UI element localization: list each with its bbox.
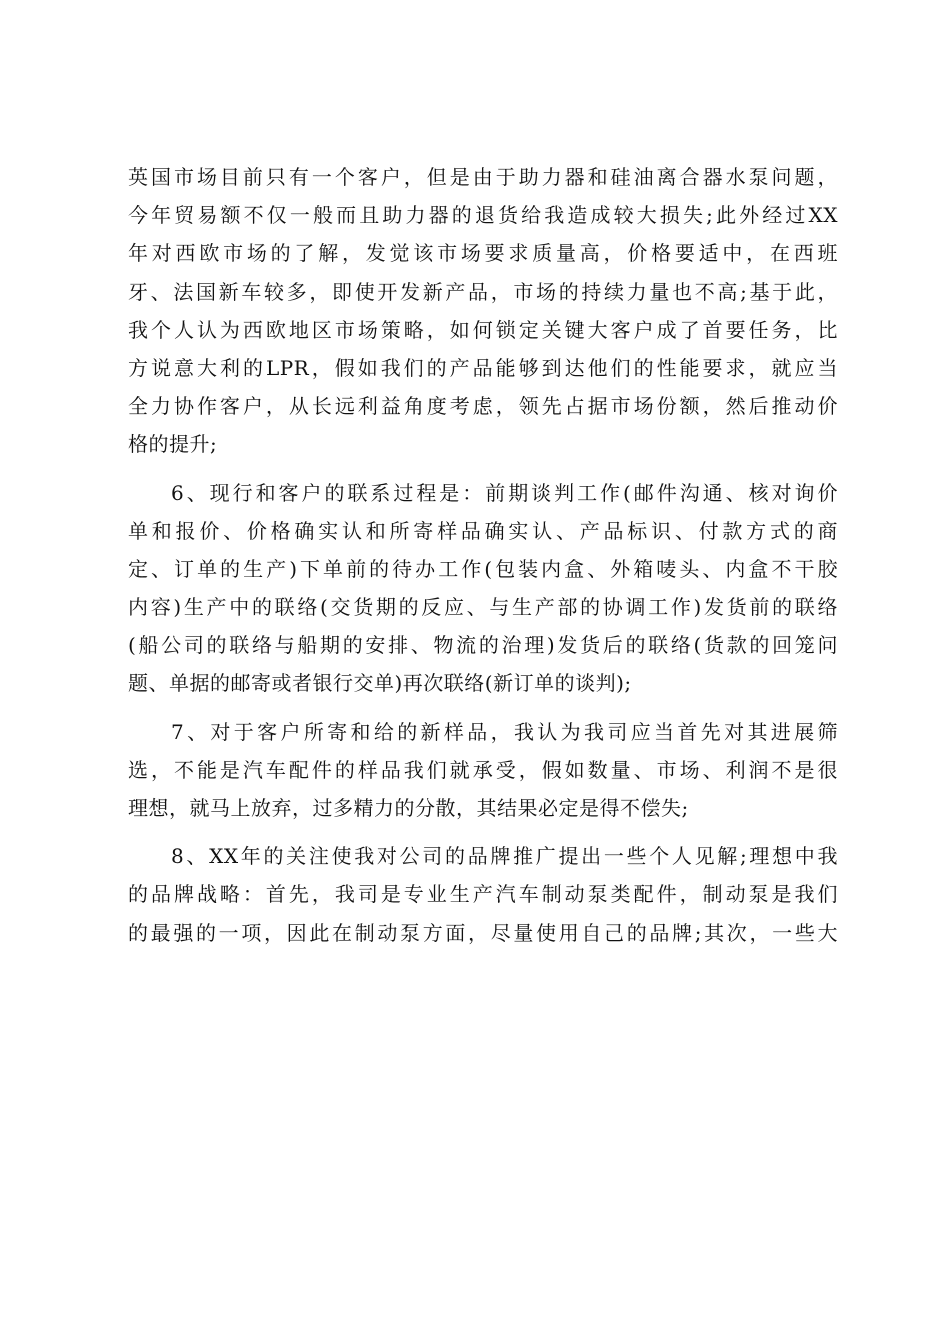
- text-line: 我个人认为西欧地区市场策略，如何锁定关键大客户成了首要任务，比: [128, 317, 838, 342]
- text-line: 全力协作客户，从长远利益角度考虑，领先占据市场份额，然后推动价: [128, 394, 838, 419]
- paragraph-item-6: [128, 474, 838, 703]
- text-line: 牙、法国新车较多，即使开发新产品，市场的持续力量也不高;基于此，: [128, 279, 838, 304]
- text-line: 内容)生产中的联络(交货期的反应、与生产部的协调工作)发货前的联络: [128, 595, 838, 620]
- text-line: 7、对于客户所寄和给的新样品，我认为我司应当首先对其进展筛: [171, 719, 838, 744]
- text-line: 8、XX年的关注使我对公司的品牌推广提出一些个人见解;理想中我: [171, 844, 838, 869]
- text-line: 今年贸易额不仅一般而且助力器的退货给我造成较大损失;此外经过XX: [128, 203, 838, 228]
- document-body: [128, 158, 838, 962]
- text-line: 方说意大利的LPR，假如我们的产品能够到达他们的性能要求，就应当: [128, 355, 838, 380]
- paragraph-uk-market: [128, 158, 838, 464]
- text-line: 定、订单的生产)下单前的待办工作(包装内盒、外箱唛头、内盒不干胶: [128, 556, 838, 581]
- text-line: 选，不能是汽车配件的样品我们就承受，假如数量、市场、利润不是很: [128, 757, 838, 782]
- text-line: 单和报价、价格确实认和所寄样品确实认、产品标识、付款方式的商: [128, 518, 838, 543]
- text-line: 理想，就马上放弃，过多精力的分散，其结果必定是得不偿失;: [128, 796, 689, 820]
- text-line: 6、现行和客户的联系过程是：前期谈判工作(邮件沟通、核对询价: [171, 480, 838, 505]
- text-line: 的品牌战略：首先，我司是专业生产汽车制动泵类配件，制动泵是我们: [128, 882, 838, 907]
- text-line: 的最强的一项，因此在制动泵方面，尽量使用自己的品牌;其次，一些大: [128, 920, 838, 945]
- paragraph-item-8: [128, 837, 838, 952]
- paragraph-item-7: [128, 713, 838, 828]
- text-line: 英国市场目前只有一个客户，但是由于助力器和硅油离合器水泵问题，: [128, 165, 838, 189]
- text-line: 题、单据的邮寄或者银行交单)再次联络(新订单的谈判);: [128, 671, 632, 696]
- text-line: 年对西欧市场的了解，发觉该市场要求质量高，价格要适中，在西班: [128, 241, 838, 266]
- text-line: (船公司的联络与船期的安排、物流的治理)发货后的联络(货款的回笼问: [128, 633, 838, 658]
- text-line: 格的提升;: [128, 432, 218, 457]
